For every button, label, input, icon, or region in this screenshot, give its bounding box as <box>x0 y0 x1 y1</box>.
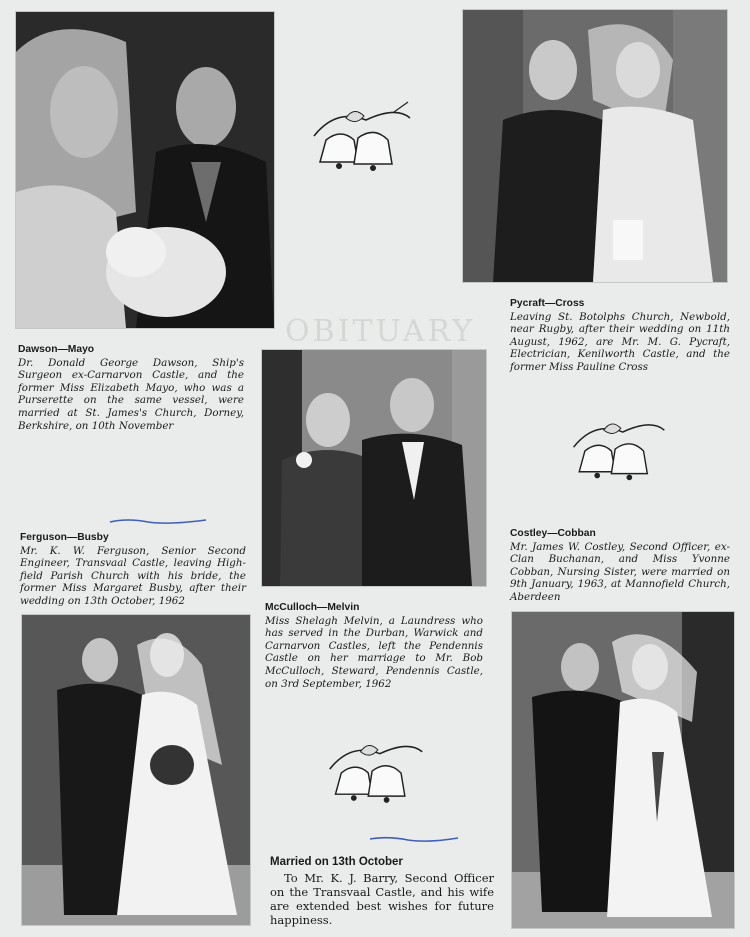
show-through-heading: OBITUARY <box>285 314 475 349</box>
caption-title: Costley—Cobban <box>510 528 596 539</box>
caption-text: Miss Shelagh Melvin, a Laundress who has served in the Durban, Warwick and Carnarvon Castles, left the Pendennis Castle on her marriage to Mr. Bob McCulloch, Steward, Pendennis Castle, on 3rd September, 1962 <box>265 614 483 690</box>
caption-title: McCulloch—Melvin <box>265 602 360 613</box>
caption-title: Ferguson—Busby <box>20 532 109 543</box>
caption-title: Dawson—Mayo <box>18 344 95 355</box>
pen-underline <box>368 834 460 844</box>
caption-title: Pycraft—Cross <box>510 298 585 309</box>
photo-dawson-mayo <box>16 12 274 328</box>
wedding-bells-icon <box>322 730 428 814</box>
caption-ferguson-busby <box>20 532 246 608</box>
caption-dawson-mayo <box>18 344 244 432</box>
caption-text: Mr. K. W. Ferguson, Senior Second Engineer, Transvaal Castle, leaving High-field Parish Church with his bride, the former Miss Margaret Busby, after their wedding on 13th October, 1962 <box>20 544 246 607</box>
caption-text: Leaving St. Botolphs Church, Newbold, near Rugby, after their wedding on 11th August, 1962, are Mr. M. G. Pycraft, Electrician, Kenilworth Castle, and the former Miss Pauline Cross <box>510 310 730 373</box>
caption-text: Mr. James W. Costley, Second Officer, ex-Clan Buchanan, and Miss Yvonne Cobban, Nursing Sister, were married on 9th January, 1963, at Mannofield Church, Aberdeen <box>510 540 730 603</box>
caption-pycraft-cross <box>510 298 730 374</box>
notice-married-13th-october <box>270 856 494 927</box>
wedding-bells-icon <box>306 98 416 180</box>
pen-underline <box>108 516 208 526</box>
photo-ferguson-busby <box>22 615 250 925</box>
photo-mcculloch-melvin <box>262 350 486 586</box>
caption-text: Dr. Donald George Dawson, Ship's Surgeon ex-Carnarvon Castle, and the former Miss Elizabeth Mayo, who was a Purserette on the same vessel, were married at St. James's Church, Dorney, Berkshire, on 10th November <box>18 356 244 432</box>
caption-costley-cobban <box>510 528 730 604</box>
notice-text: To Mr. K. J. Barry, Second Officer on the Transvaal Castle, and his wife are extended best wishes for future happiness. <box>270 870 494 927</box>
wedding-bells-icon <box>566 408 670 492</box>
photo-costley-cobban <box>512 612 734 928</box>
photo-pycraft-cross <box>463 10 727 282</box>
caption-mcculloch-melvin <box>265 602 483 690</box>
notice-title: Married on 13th October <box>270 856 403 868</box>
